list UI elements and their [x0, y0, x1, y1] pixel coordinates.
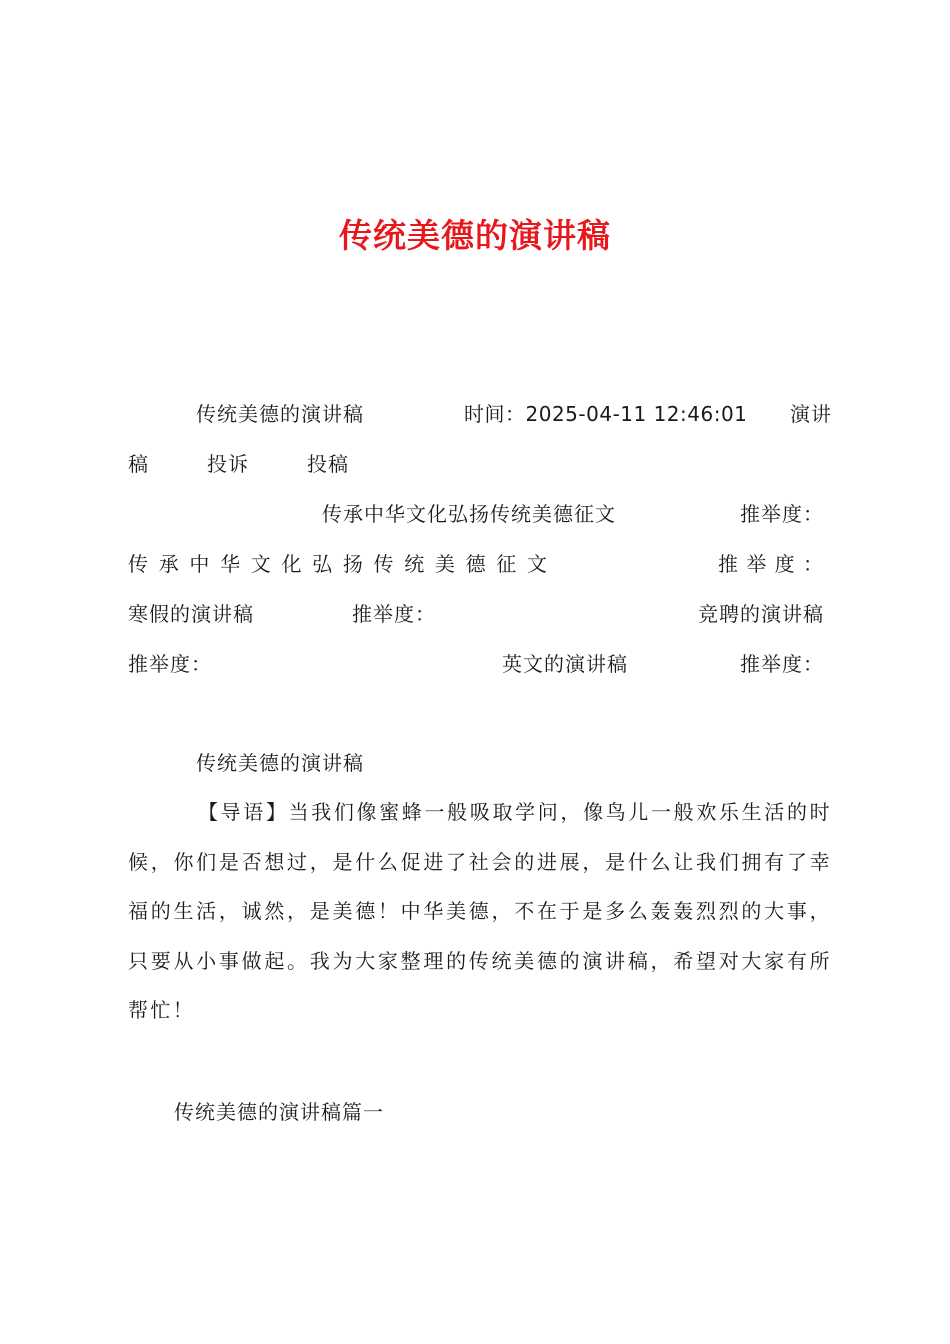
category-link-continued[interactable]: 稿 [128, 452, 149, 476]
related-item-rating-label: 推举度： [352, 602, 436, 626]
title-char: 传 [373, 552, 395, 576]
title-char: 统 [404, 552, 426, 576]
related-item-rating-label [718, 552, 824, 576]
article-intro-paragraph: 【导语】当我们像蜜蜂一般吸取学问，像鸟儿一般欢乐生活的时候，你们是否想过，是什么促进了社会的进展，是什么让我们拥有了幸福的生活，诚然，是美德！中华美德，不在于是多么轰轰烈烈的大事，只要从小事做起。我为大家整理的传统美德的演讲稿，希望对大家有所帮忙！ [128, 800, 832, 1022]
related-item-title[interactable]: 英文的演讲稿 [502, 652, 628, 676]
related-item-rating-label: 推举度： [740, 502, 824, 526]
title-char: 化 [281, 552, 303, 576]
title-char: 扬 [342, 552, 364, 576]
title-char: 中 [189, 552, 211, 576]
title-char: 弘 [312, 552, 334, 576]
title-char: 文 [250, 552, 272, 576]
rating-char: ： [802, 552, 824, 576]
article-heading: 传统美德的演讲稿 [196, 751, 364, 775]
rating-char: 度 [774, 552, 796, 576]
related-item-rating-label: 推举度： [128, 652, 212, 676]
title-char: 德 [465, 552, 487, 576]
related-item-title[interactable]: 传承中华文化弘扬传统美德征文 [322, 502, 616, 526]
related-item-rating-label: 推举度： [740, 652, 824, 676]
submit-link[interactable]: 投稿 [307, 452, 349, 476]
related-item-title[interactable]: 竞聘的演讲稿 [698, 602, 824, 626]
title-char: 承 [158, 552, 180, 576]
category-link[interactable]: 演讲 [790, 402, 832, 426]
title-char: 传 [128, 552, 149, 576]
rating-char: 推 [718, 552, 739, 576]
publish-time: 时间：2025-04-11 12:46:01 [464, 402, 748, 426]
article-name: 传统美德的演讲稿 [196, 402, 364, 426]
rating-char: 举 [746, 552, 768, 576]
title-char: 美 [434, 552, 456, 576]
complaint-link[interactable]: 投诉 [207, 452, 249, 476]
title-char: 征 [496, 552, 518, 576]
related-item-title[interactable] [128, 552, 548, 576]
document-title: 传统美德的演讲稿 [339, 216, 611, 255]
related-item-title[interactable]: 寒假的演讲稿 [128, 602, 254, 626]
title-char: 文 [526, 552, 548, 576]
title-char: 华 [220, 552, 242, 576]
section-title: 传统美德的演讲稿篇一 [174, 1100, 384, 1124]
